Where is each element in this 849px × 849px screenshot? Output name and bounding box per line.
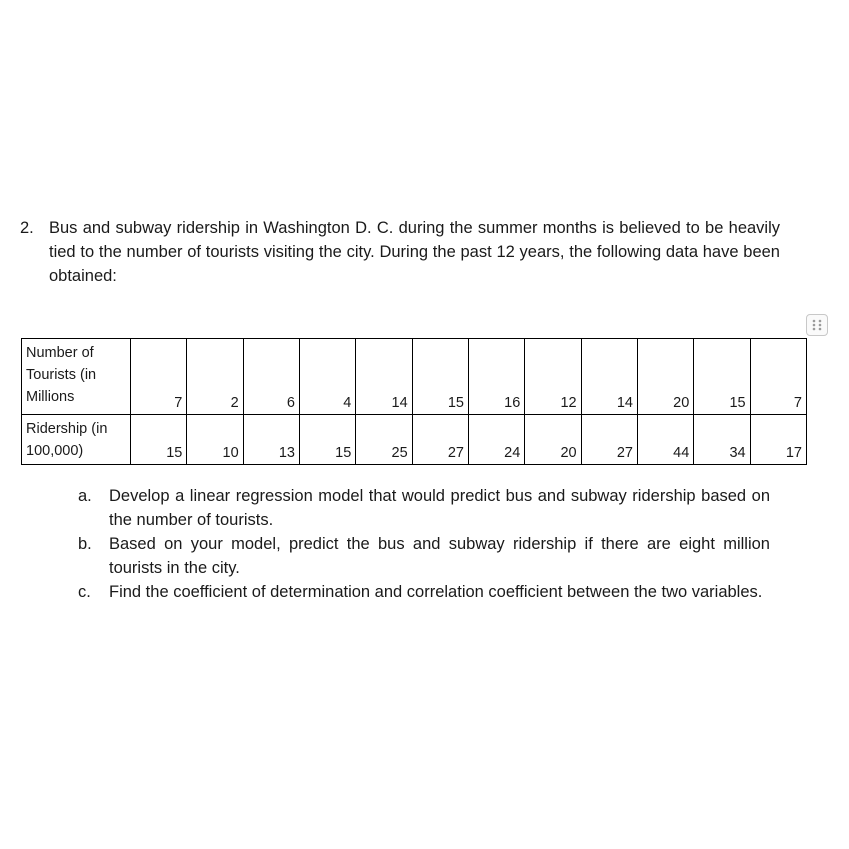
- question-text: Find the coefficient of determination and correlation coefficient between the two variables.: [109, 583, 763, 601]
- table-cell: 15: [412, 339, 468, 415]
- table-cell: 10: [187, 415, 243, 465]
- problem-statement: [20, 216, 780, 288]
- question-item-c: [78, 580, 770, 604]
- table-cell: 17: [750, 415, 806, 465]
- problem-number: 2.: [20, 219, 34, 237]
- table-cell: 20: [637, 339, 693, 415]
- table-drag-handle-icon[interactable]: [806, 314, 828, 336]
- row-header-ridership: Ridership (in 100,000): [22, 415, 131, 465]
- table-cell: 15: [694, 339, 750, 415]
- table-cell: 7: [131, 339, 187, 415]
- table-cell: 16: [468, 339, 524, 415]
- problem-text: Bus and subway ridership in Washington D. C. during the summer months is believed to be heavily tied to the number of tourists visiting the city. During the past 12 years, the following data have been obtained:: [49, 219, 780, 285]
- question-letter: c.: [78, 583, 91, 601]
- question-letter: b.: [78, 535, 92, 553]
- table-cell: 25: [356, 415, 412, 465]
- table-row-ridership: [22, 415, 807, 465]
- row-header-tourists: Number of Tourists (in Millions: [22, 339, 131, 415]
- table-cell: 27: [581, 415, 637, 465]
- table-cell: 6: [243, 339, 299, 415]
- data-table: [21, 338, 807, 465]
- question-text: Develop a linear regression model that would predict bus and subway ridership based on the number of tourists.: [109, 487, 770, 529]
- table-cell: 14: [581, 339, 637, 415]
- question-text: Based on your model, predict the bus and subway ridership if there are eight million tourists in the city.: [109, 535, 770, 577]
- table-cell: 14: [356, 339, 412, 415]
- question-letter: a.: [78, 487, 92, 505]
- table-cell: 20: [525, 415, 581, 465]
- table-cell: 15: [131, 415, 187, 465]
- table-cell: 15: [299, 415, 355, 465]
- table-cell: 7: [750, 339, 806, 415]
- table-cell: 34: [694, 415, 750, 465]
- question-list: [78, 484, 770, 604]
- table-row-tourists: [22, 339, 807, 415]
- table-cell: 27: [412, 415, 468, 465]
- table-cell: 44: [637, 415, 693, 465]
- question-item-a: [78, 484, 770, 532]
- table-cell: 2: [187, 339, 243, 415]
- table-cell: 12: [525, 339, 581, 415]
- question-item-b: [78, 532, 770, 580]
- table-cell: 4: [299, 339, 355, 415]
- table-cell: 13: [243, 415, 299, 465]
- table-cell: 24: [468, 415, 524, 465]
